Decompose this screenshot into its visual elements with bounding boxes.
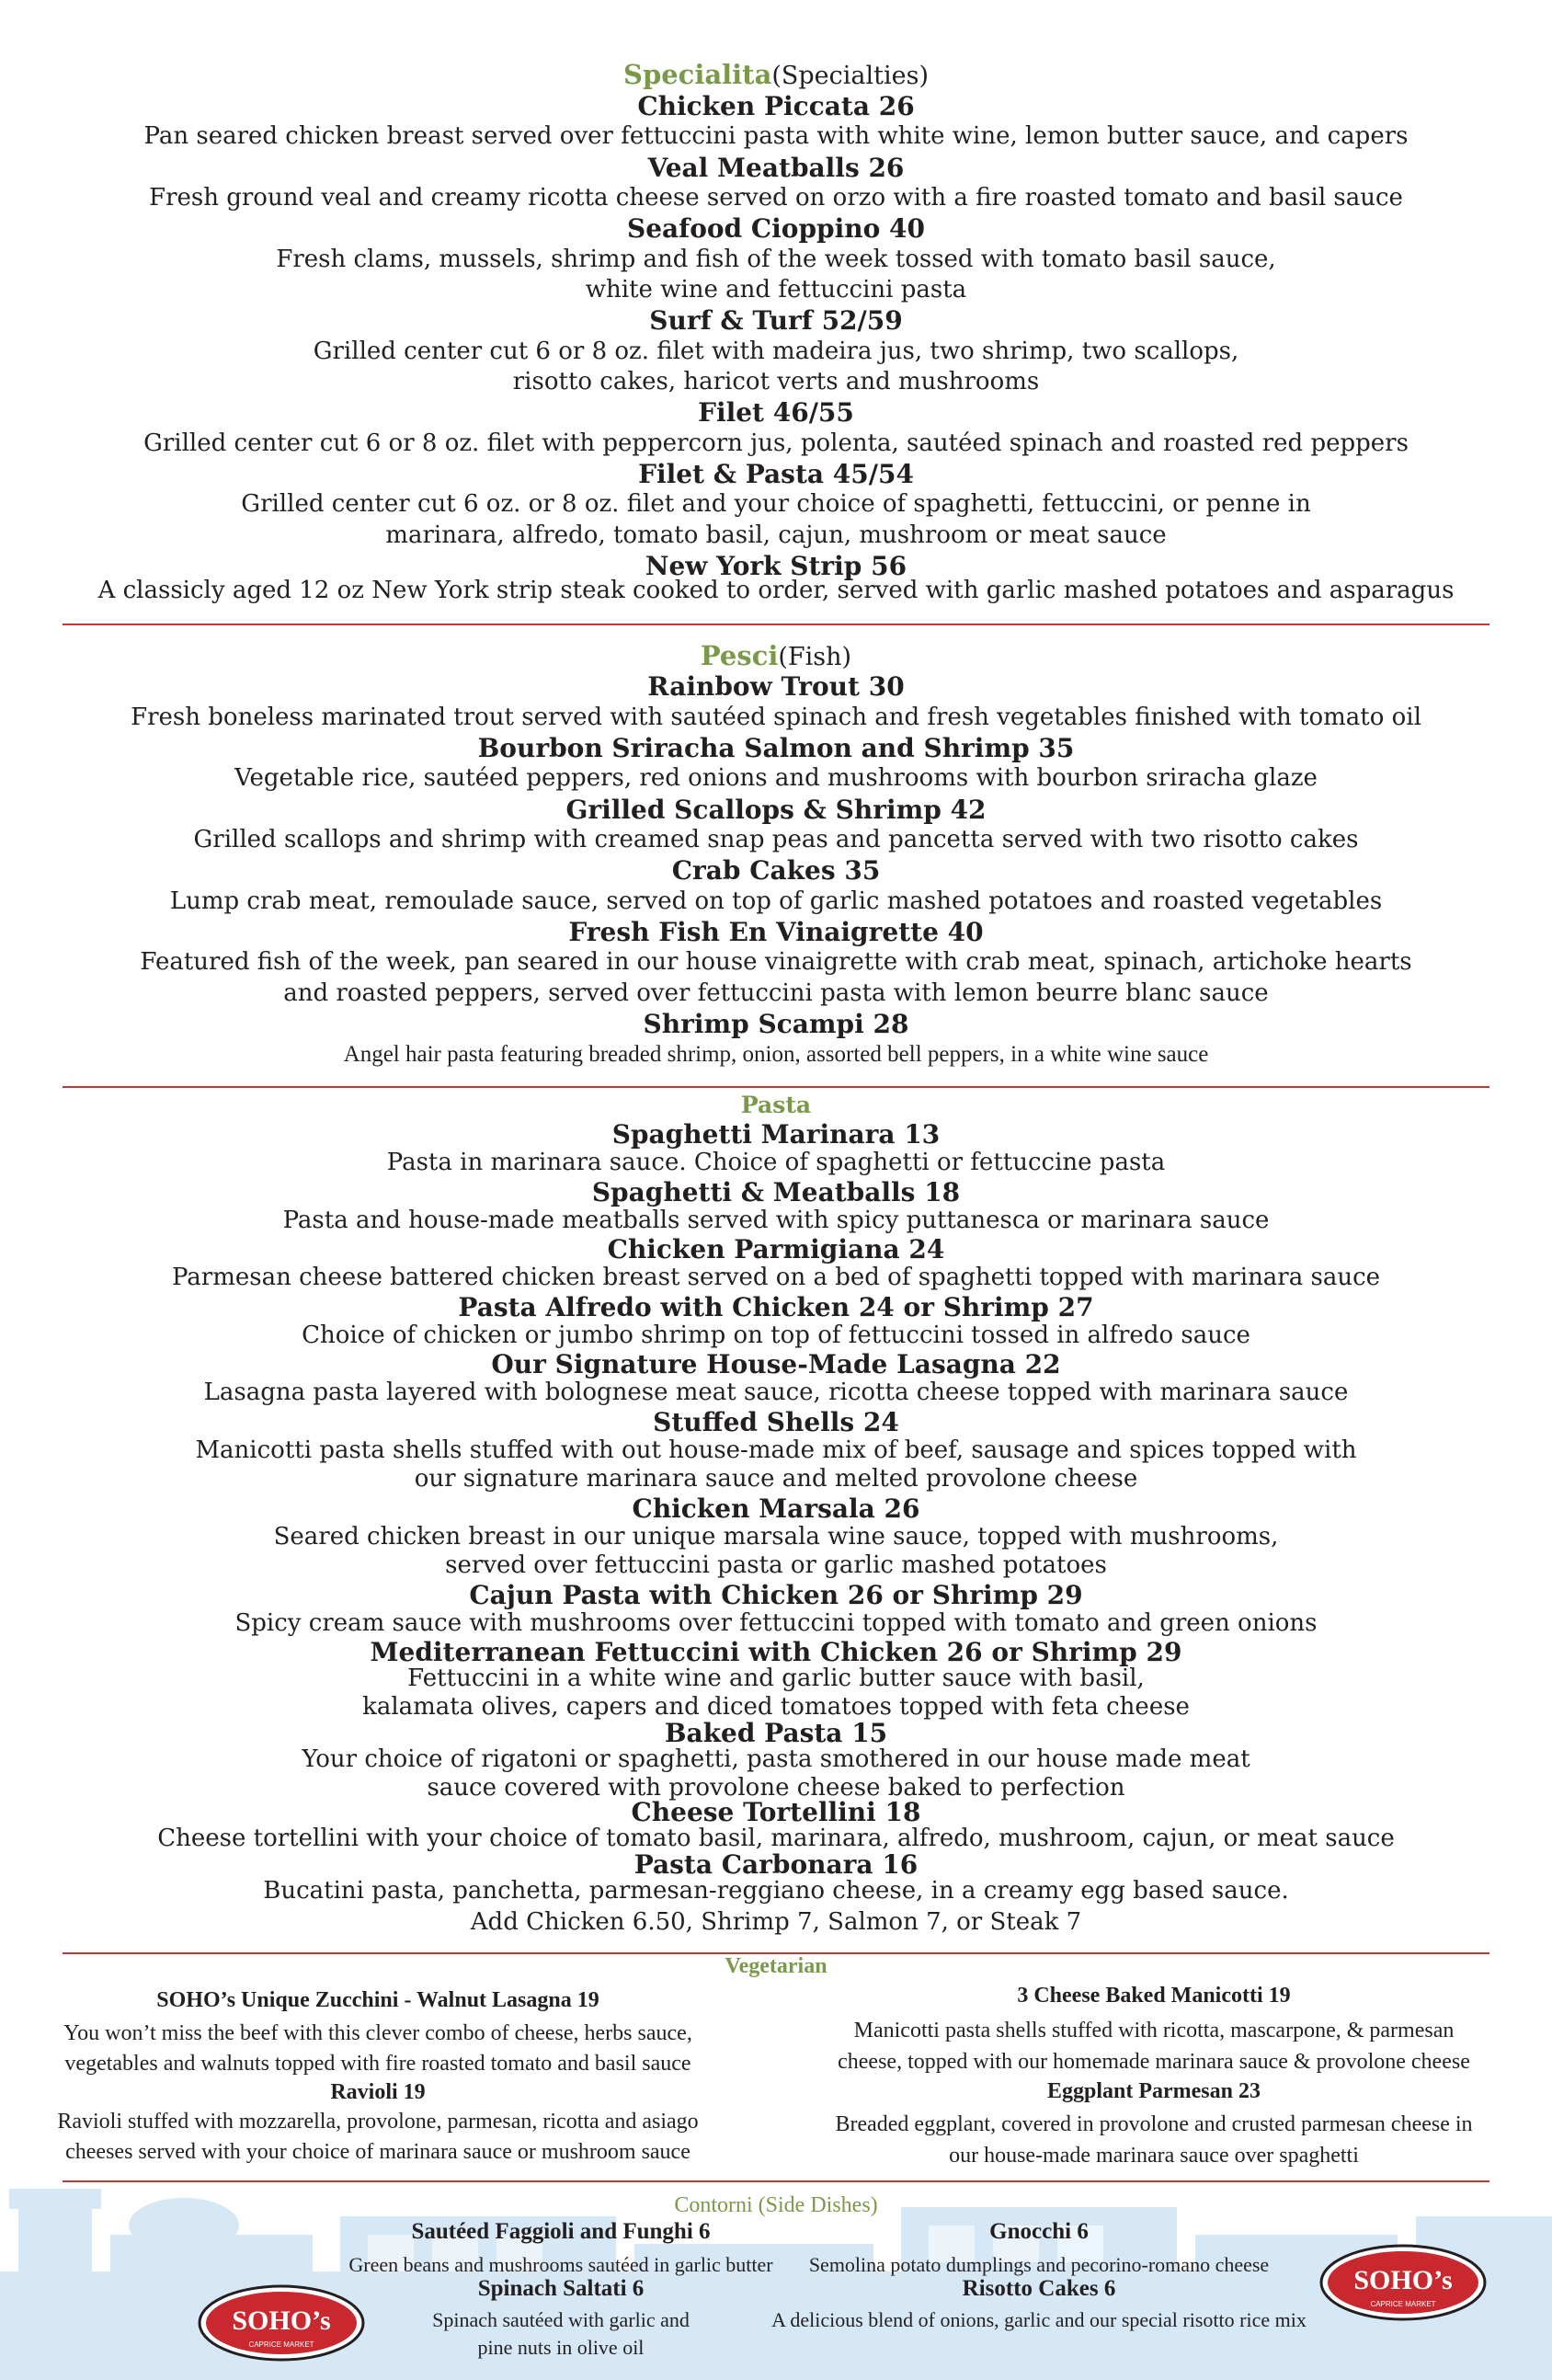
section-translation: (Specialties) — [771, 62, 929, 90]
menu-item-name: Rainbow Trout 30 — [647, 671, 905, 702]
menu-item-name: Our Signature House-Made Lasagna 22 — [491, 1349, 1061, 1379]
menu-item-description: our signature marinara sauce and melted provolone cheese — [414, 1465, 1138, 1493]
menu-item-name: Chicken Piccata 26 — [637, 91, 915, 121]
logo-subtitle-text: CAPRICE MARKET — [1370, 2300, 1436, 2308]
soho-logo-left — [198, 2284, 365, 2362]
menu-item-description: sauce covered with provolone cheese baked to perfection — [427, 1774, 1125, 1802]
vegetarian-left-column — [0, 1986, 756, 2167]
menu-item-name: Bourbon Sriracha Salmon and Shrimp 35 — [477, 733, 1075, 763]
menu-item-description: kalamata olives, capers and diced tomatoes topped with feta cheese — [362, 1693, 1190, 1721]
menu-item-description: Grilled center cut 6 or 8 oz. filet with madeira jus, two shrimp, two scallops, — [313, 338, 1239, 365]
section-title: Specialita — [623, 59, 772, 90]
section-header-contorni — [0, 2192, 1552, 2220]
menu-item-name: Chicken Parmigiana 24 — [607, 1234, 945, 1264]
menu-item-description: Manicotti pasta shells stuffed with ricotta, mascarpone, & parmesan — [853, 2019, 1455, 2042]
menu-item-description: Green beans and mushrooms sautéed in garlic butter — [348, 2253, 773, 2276]
section-title: Pasta — [740, 1092, 812, 1118]
menu-item-description: Manicotti pasta shells stuffed with out house-made mix of beef, sausage and spices topped with — [195, 1436, 1357, 1464]
menu-item-description: and roasted peppers, served over fettuccini pasta with lemon beurre blanc sauce — [283, 979, 1269, 1007]
menu-item-description: Fresh boneless marinated trout served with sautéed spinach and fresh vegetables finished with tomato oil — [131, 704, 1421, 731]
menu-item-name: Gnocchi 6 — [989, 2219, 1089, 2244]
menu-item-description: cheese, topped with our homemade marinara sauce & provolone cheese — [838, 2050, 1470, 2074]
menu-item-name: Grilled Scallops & Shrimp 42 — [565, 795, 987, 825]
section-divider — [63, 2180, 1489, 2182]
menu-item-description: A delicious blend of onions, garlic and our special risotto rice mix — [771, 2308, 1307, 2331]
menu-item-description: Your choice of rigatoni or spaghetti, pasta smothered in our house made meat — [302, 1745, 1250, 1773]
menu-item-name: Mediterranean Fettuccini with Chicken 26 or Shrimp 29 — [370, 1637, 1182, 1667]
menu-item-name: Seafood Cioppino 40 — [626, 213, 926, 244]
menu-item-name: Filet & Pasta 45/54 — [638, 459, 914, 489]
menu-item-description: Pasta in marinara sauce. Choice of spaghetti or fettuccine pasta — [386, 1149, 1166, 1176]
menu-item-description: risotto cakes, haricot verts and mushrooms — [512, 368, 1040, 395]
logo-brand-text: SOHO’s — [1353, 2265, 1453, 2295]
menu-item-name: Spaghetti Marinara 13 — [611, 1119, 941, 1150]
menu-item-description: Lasagna pasta layered with bolognese meat sauce, ricotta cheese topped with marinara sauce — [203, 1379, 1349, 1406]
menu-item-description: Angel hair pasta featuring breaded shrimp, onion, assorted bell peppers, in a white wine sauce — [343, 1042, 1209, 1067]
menu-item-description: Grilled center cut 6 or 8 oz. filet with peppercorn jus, polenta, sautéed spinach and roasted red peppers — [143, 429, 1409, 457]
menu-item-name: Pasta Alfredo with Chicken 24 or Shrimp 27 — [458, 1292, 1094, 1322]
pasta-addons: Add Chicken 6.50, Shrimp 7, Salmon 7, or Steak 7 — [470, 1908, 1082, 1936]
menu-item-description: Lump crab meat, remoulade sauce, served on top of garlic mashed potatoes and roasted vegetables — [169, 887, 1383, 915]
menu-item-name: Baked Pasta 15 — [664, 1718, 888, 1748]
menu-item-description: Bucatini pasta, panchetta, parmesan-reggiano cheese, in a creamy egg based sauce. — [263, 1877, 1289, 1905]
section-title: Contorni (Side Dishes) — [674, 2193, 878, 2217]
menu-item-description: Grilled center cut 6 oz. or 8 oz. filet and your choice of spaghetti, fettuccini, or penne in — [241, 490, 1311, 518]
menu-item-description: Spinach sautéed with garlic and — [432, 2308, 690, 2331]
menu-item-description: cheeses served with your choice of marinara sauce or mushroom sauce — [65, 2140, 690, 2164]
menu-item-description: our house-made marinara sauce over spaghetti — [949, 2144, 1359, 2168]
menu-item-description: Pasta and house-made meatballs served with spicy puttanesca or marinara sauce — [282, 1207, 1270, 1234]
section-title: Vegetarian — [725, 1954, 827, 1978]
menu-item-description: Semolina potato dumplings and pecorino-romano cheese — [808, 2253, 1270, 2276]
menu-item-name: SOHO’s Unique Zucchini - Walnut Lasagna 19 — [156, 1988, 599, 2012]
menu-item-description: served over fettuccini pasta or garlic mashed potatoes — [445, 1551, 1107, 1579]
menu-item-name: Veal Meatballs 26 — [647, 153, 905, 183]
section-title: Pesci — [700, 640, 779, 671]
menu-item-description: A classicly aged 12 oz New York strip steak cooked to order, served with garlic mashed potatoes and asparagus — [97, 577, 1455, 604]
menu-item-description: Spicy cream sauce with mushrooms over fettuccini topped with tomato and green onions — [234, 1609, 1318, 1637]
menu-item-description: marinara, alfredo, tomato basil, cajun, mushroom or meat sauce — [385, 521, 1167, 549]
menu-item-description: pine nuts in olive oil — [477, 2336, 645, 2359]
menu-item-description: vegetables and walnuts topped with fire roasted tomato and basil sauce — [64, 2052, 691, 2076]
menu-item-description: Ravioli stuffed with mozzarella, provolone, parmesan, ricotta and asiago — [57, 2110, 699, 2134]
menu-item-description: Fresh ground veal and creamy ricotta cheese served on orzo with a fire roasted tomato and basil sauce — [149, 184, 1403, 212]
menu-item-name: New York Strip 56 — [645, 551, 907, 581]
menu-item-name: Chicken Marsala 26 — [632, 1493, 920, 1524]
menu-item-name: Cajun Pasta with Chicken 26 or Shrimp 29 — [469, 1580, 1083, 1610]
section-divider — [63, 1086, 1489, 1088]
menu-item-name: Fresh Fish En Vinaigrette 40 — [568, 917, 984, 947]
menu-item-name: Eggplant Parmesan 23 — [1046, 2079, 1261, 2103]
menu-item-name: Filet 46/55 — [698, 397, 854, 428]
section-translation: (Fish) — [778, 643, 852, 671]
section-header-pasta — [0, 1091, 1552, 1123]
menu-item-description: Parmesan cheese battered chicken breast served on a bed of spaghetti topped with marinara sauce — [171, 1264, 1381, 1291]
menu-item-name: Spaghetti & Meatballs 18 — [591, 1177, 961, 1207]
menu-item-name: Cheese Tortellini 18 — [631, 1797, 921, 1827]
menu-item-name: Risotto Cakes 6 — [962, 2276, 1116, 2301]
section-divider — [63, 624, 1489, 625]
menu-item-name: Ravioli 19 — [330, 2080, 426, 2104]
section-header-pesci — [0, 640, 1552, 673]
menu-item-description: Pan seared chicken breast served over fettuccini pasta with white wine, lemon butter sauce, and capers — [143, 122, 1409, 150]
menu-item-description: Seared chicken breast in our unique marsala wine sauce, topped with mushrooms, — [273, 1523, 1279, 1550]
menu-item-description: white wine and fettuccini pasta — [585, 276, 967, 303]
logo-brand-text: SOHO’s — [232, 2306, 331, 2336]
menu-item-name: 3 Cheese Baked Manicotti 19 — [1017, 1984, 1291, 2008]
menu-item-name: Stuffed Shells 24 — [653, 1407, 899, 1437]
contorni-right-column — [754, 2218, 1324, 2334]
logo-subtitle-text: CAPRICE MARKET — [248, 2340, 314, 2349]
menu-item-description: Fettuccini in a white wine and garlic butter sauce with basil, — [407, 1665, 1145, 1692]
menu-item-name: Spinach Saltati 6 — [477, 2276, 645, 2301]
menu-item-description: Cheese tortellini with your choice of tomato basil, marinara, alfredo, mushroom, cajun, or meat sauce — [157, 1825, 1395, 1852]
menu-item-description: Vegetable rice, sautéed peppers, red onions and mushrooms with bourbon sriracha glaze — [234, 764, 1318, 792]
menu-item-description: Choice of chicken or jumbo shrimp on top of fettuccini tossed in alfredo sauce — [302, 1322, 1250, 1349]
soho-logo-right — [1319, 2244, 1487, 2321]
section-header-specialita — [0, 59, 1552, 92]
menu-item-name: Surf & Turf 52/59 — [649, 305, 903, 336]
menu-item-description: Breaded eggplant, covered in provolone and crusted parmesan cheese in — [835, 2112, 1473, 2136]
section-header-vegetarian — [0, 1953, 1552, 1981]
vegetarian-right-column — [756, 1982, 1552, 2171]
menu-item-description: Featured fish of the week, pan seared in our house vinaigrette with crab meat, spinach, artichoke hearts — [140, 948, 1412, 976]
menu-item-name: Shrimp Scampi 28 — [643, 1009, 909, 1039]
menu-item-name: Pasta Carbonara 16 — [633, 1849, 919, 1880]
menu-item-description: Fresh clams, mussels, shrimp and fish of the week tossed with tomato basil sauce, — [276, 246, 1276, 273]
menu-item-name: Crab Cakes 35 — [671, 855, 881, 886]
menu-item-description: Grilled scallops and shrimp with creamed snap peas and pancetta served with two risotto cakes — [193, 826, 1359, 853]
menu-item-name: Sautéed Faggioli and Funghi 6 — [411, 2219, 711, 2244]
menu-item-description: You won’t miss the beef with this clever combo of cheese, herbs sauce, — [63, 2021, 692, 2045]
